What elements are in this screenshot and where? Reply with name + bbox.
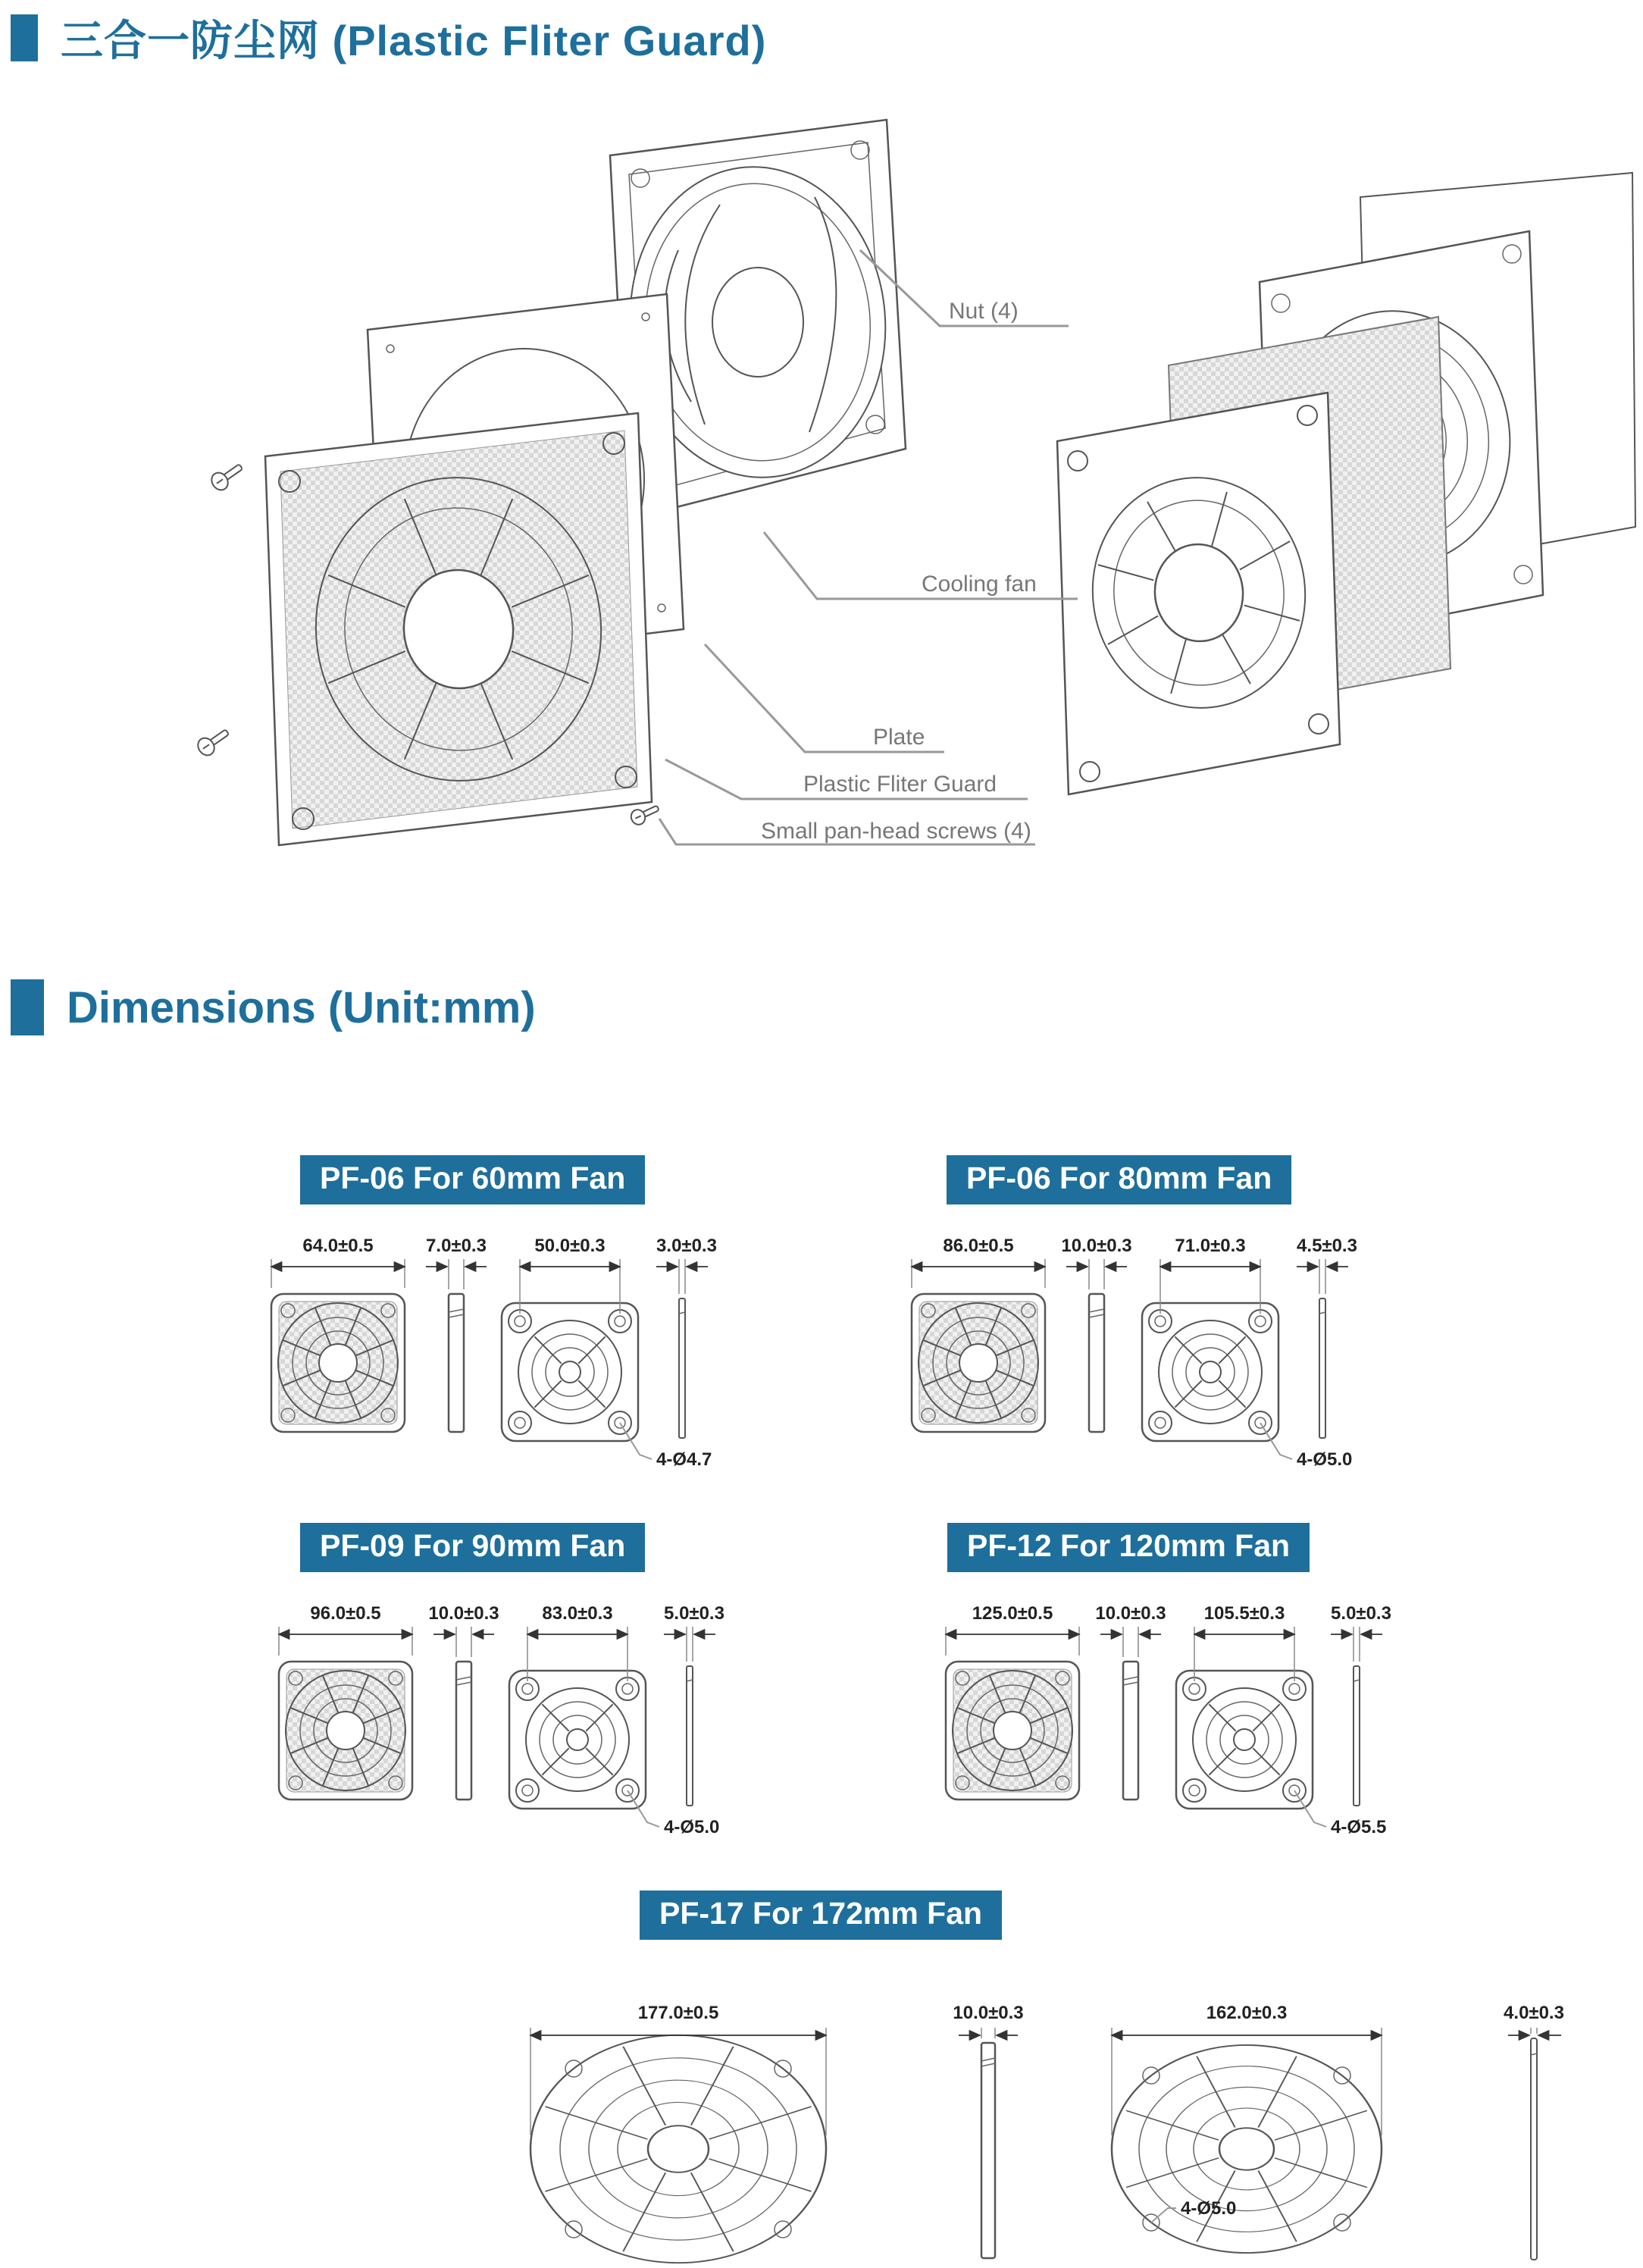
right-assembly-front-guard (1057, 393, 1340, 794)
dimension-drawing (258, 1218, 834, 1521)
dimension-drawing (265, 1586, 841, 1889)
guard-side-view (456, 1662, 471, 1800)
label-plate: Plate (873, 725, 925, 750)
model-band: PF-09 For 90mm Fan (300, 1523, 645, 1572)
label-cooling-fan: Cooling fan (922, 572, 1037, 597)
dim-pitch-label: 71.0±0.3 (1175, 1236, 1246, 1256)
mount-hole-note: 4-Ø5.0 (1181, 2198, 1237, 2219)
dim-frame-thickness-label: 5.0±0.3 (1331, 1603, 1391, 1624)
rear-frame-side-view (1354, 1666, 1360, 1806)
dim-thickness-label: 10.0±0.3 (1095, 1603, 1166, 1624)
dim-pitch-label: 50.0±0.3 (534, 1236, 606, 1256)
screw-icon (195, 725, 233, 759)
guard-side-view (449, 1294, 464, 1432)
dimension-drawing (932, 1586, 1508, 1889)
label-screws: Small pan-head screws (4) (761, 819, 1031, 844)
model-band: PF-17 For 172mm Fan (640, 1891, 1002, 1940)
screw-icon (208, 459, 246, 493)
dim-overall-label: 64.0±0.5 (302, 1236, 374, 1256)
dim-frame-thickness-label: 3.0±0.3 (656, 1236, 717, 1256)
rear-frame-front-view (1176, 1671, 1313, 1809)
model-band: PF-06 For 80mm Fan (947, 1155, 1291, 1204)
rear-frame-front-view (1142, 1303, 1278, 1441)
rear-frame-side-view (679, 1298, 685, 1438)
label-filter-guard: Plastic Fliter Guard (803, 772, 997, 797)
dim-block-pf17-172 (470, 1891, 1576, 2268)
rear-frame-side-view (1531, 2038, 1537, 2260)
dim-thickness-label: 10.0±0.3 (1061, 1236, 1132, 1256)
dim-overall-label: 96.0±0.5 (310, 1603, 381, 1624)
guard-side-view (981, 2043, 995, 2258)
dimensions-heading: Dimensions (Unit:mm) (67, 982, 536, 1032)
dimensions-bullet-square (11, 979, 44, 1035)
dimensions-heading-row (11, 979, 536, 1035)
guard-front-view (912, 1294, 1045, 1432)
rear-frame-side-view (687, 1666, 693, 1806)
mount-hole-note: 4-Ø5.5 (1331, 1817, 1387, 1837)
dim-thickness-label: 7.0±0.3 (426, 1236, 487, 1256)
mount-hole-note: 4-Ø5.0 (1297, 1449, 1353, 1470)
dim-block-pf12-120 (932, 1523, 1508, 1889)
model-band: PF-12 For 120mm Fan (947, 1523, 1310, 1572)
guard-side-view (1123, 1662, 1138, 1800)
dim-frame-thickness-label: 4.0±0.3 (1504, 2003, 1564, 2023)
dim-pitch-label: 83.0±0.3 (542, 1603, 613, 1624)
dim-block-pf06-60 (258, 1155, 834, 1521)
dim-thickness-label: 10.0±0.3 (428, 1603, 499, 1624)
dim-thickness-label: 10.0±0.3 (953, 2003, 1024, 2023)
rear-frame-side-view (1319, 1298, 1325, 1438)
page-title: 三合一防尘网 (Plastic Fliter Guard) (61, 17, 767, 64)
guard-front-view (279, 1662, 412, 1800)
label-nut: Nut (4) (949, 299, 1019, 324)
dim-overall-label: 86.0±0.5 (943, 1236, 1014, 1256)
exploded-assembly-diagram (174, 99, 1637, 879)
dimension-drawing (898, 1218, 1474, 1521)
dim-pitch-label: 105.5±0.3 (1203, 1603, 1285, 1624)
dim-frame-thickness-label: 5.0±0.3 (664, 1603, 724, 1624)
mount-hole-note: 4-Ø4.7 (656, 1449, 712, 1470)
dim-frame-thickness-label: 4.5±0.3 (1297, 1236, 1357, 1256)
rear-frame-front-view (502, 1303, 638, 1441)
dim-overall-label: 125.0±0.5 (972, 1603, 1053, 1624)
guard-side-view (1089, 1294, 1104, 1432)
guard-front-view (946, 1662, 1079, 1800)
dim-pitch-label: 162.0±0.3 (1206, 2003, 1288, 2023)
dim-block-pf06-80 (898, 1155, 1474, 1521)
guard-front-view (530, 2035, 826, 2263)
rear-frame-front-view (509, 1671, 646, 1809)
title-bullet-square (11, 14, 38, 61)
page-title-row (11, 8, 766, 68)
filter-guard-drawing (265, 413, 652, 845)
model-band: PF-06 For 60mm Fan (300, 1155, 645, 1204)
mount-hole-note: 4-Ø5.0 (664, 1817, 720, 1837)
dimension-drawing (470, 1953, 1576, 2268)
dim-overall-label: 177.0±0.5 (637, 2003, 719, 2023)
guard-front-view (271, 1294, 405, 1432)
dim-block-pf09-90 (265, 1523, 841, 1889)
